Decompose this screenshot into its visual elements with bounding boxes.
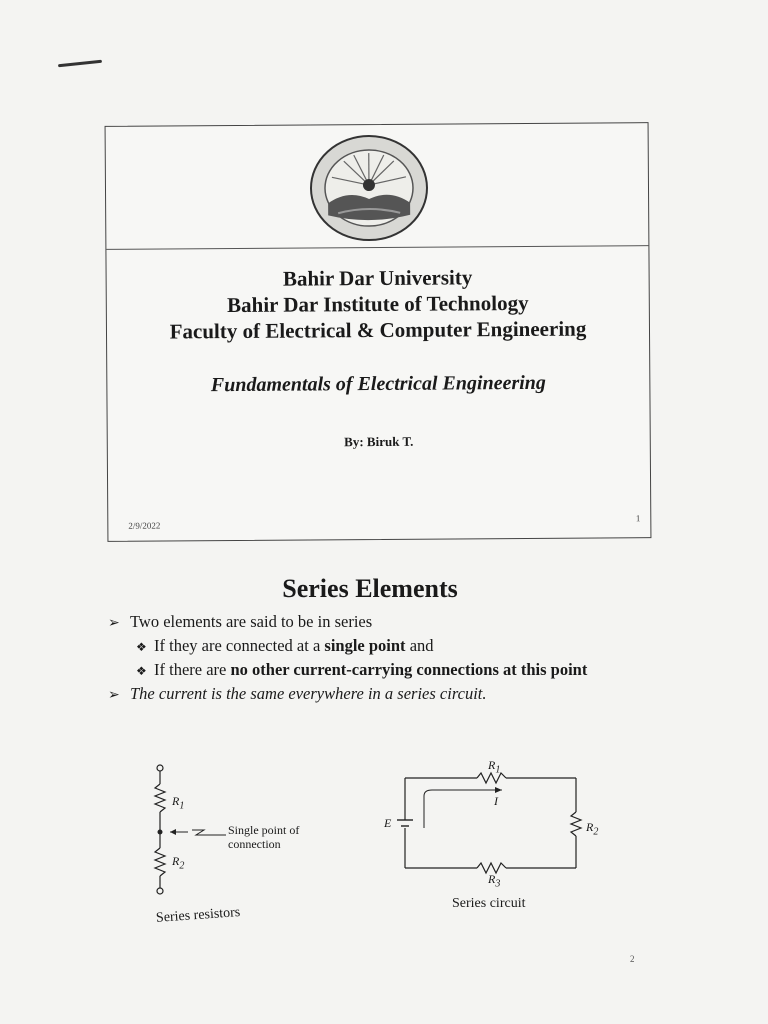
stray-pen-mark <box>58 60 102 68</box>
university-seal-icon <box>308 133 431 244</box>
diamond-bullet-icon: ❖ <box>136 640 147 654</box>
caption-series-resistors: Series resistors <box>155 905 241 926</box>
resistor-label-r1: $R_1$ <box>172 794 185 812</box>
resistor-label-r2: $R_2$ <box>172 854 185 872</box>
list-item: ➢ Two elements are said to be in series <box>108 612 373 631</box>
series-resistors-diagram <box>140 760 230 900</box>
slide-number-2: 2 <box>630 954 635 964</box>
list-item: ❖ If they are connected at a single point and <box>136 636 434 655</box>
slide-date: 2/9/2022 <box>128 520 161 531</box>
series-circuit-diagram <box>392 770 592 880</box>
course-title: Fundamentals of Electrical Engineering <box>210 371 546 397</box>
university-name: Bahir Dar University <box>282 265 473 291</box>
list-item: ➢ The current is the same everywhere in a series circuit. <box>108 684 487 703</box>
author-line: By: Biruk T. <box>344 433 414 450</box>
list-item: ❖ If there are no other current-carrying connections at this point <box>136 660 588 679</box>
slide-number: 1 <box>635 513 641 524</box>
institute-name: Bahir Dar Institute of Technology <box>227 290 529 318</box>
circuit-label-source: E <box>384 816 392 830</box>
circuit-label-r1: $R_1$ <box>488 758 501 776</box>
slide-divider <box>106 245 648 250</box>
circuit-label-r3: $R_3$ <box>488 872 501 890</box>
arrow-bullet-icon: ➢ <box>108 616 120 631</box>
annotation-line1: Single point of <box>228 823 300 837</box>
diamond-bullet-icon: ❖ <box>136 664 147 678</box>
title-slide <box>105 122 652 542</box>
circuit-label-r2: $R_2$ <box>586 820 599 838</box>
caption-series-circuit: Series circuit <box>452 896 526 911</box>
faculty-name: Faculty of Electrical & Computer Engineering <box>169 316 587 344</box>
slide-title: Series Elements <box>282 574 458 603</box>
arrow-bullet-icon: ➢ <box>108 688 120 703</box>
circuit-label-current: I <box>494 794 498 808</box>
bullet-list <box>108 612 668 708</box>
annotation-line2: connection <box>228 837 281 851</box>
